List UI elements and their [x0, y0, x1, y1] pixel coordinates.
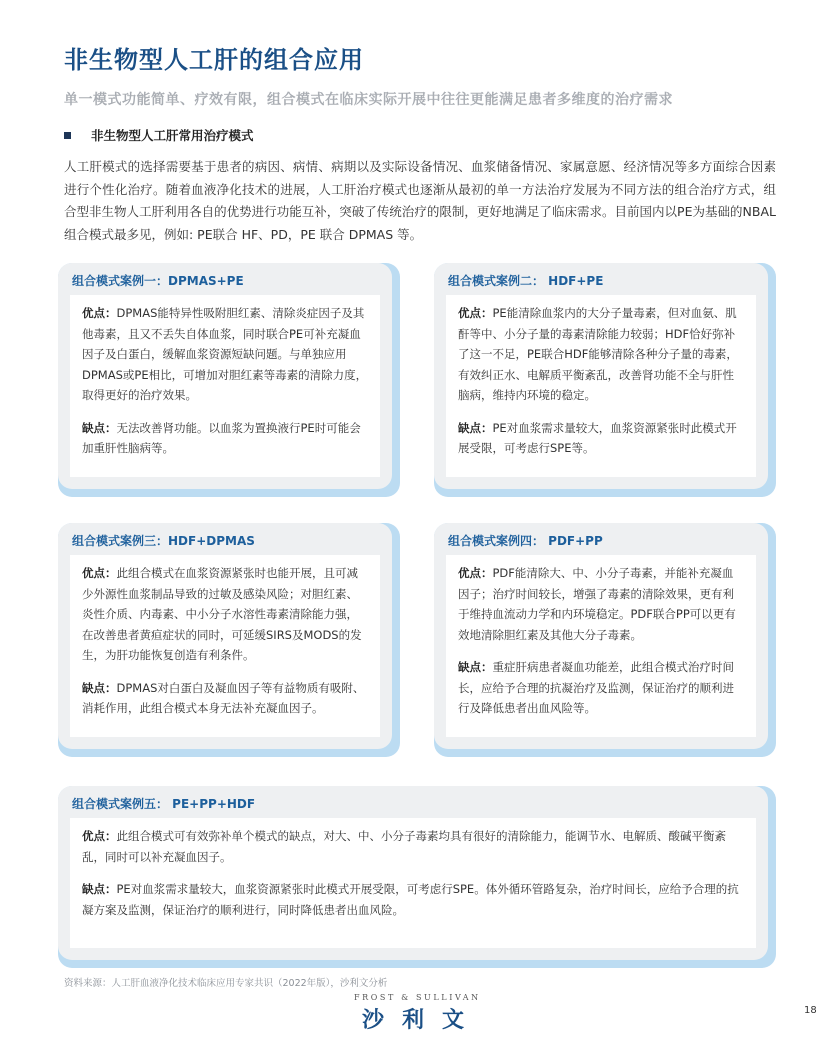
case-con: [458, 657, 744, 719]
pro-text: PE能清除血浆内的大分子量毒素，但对血氨、肌酐等中、小分子量的毒素清除能力较弱；HDF恰好弥补了这一不足，PE联合HDF能够清除各种分子量的毒素，有效纠正水、电解质平衡紊乱，改善肾功能不全与肝性脑病，维持内环境的稳定。: [458, 306, 738, 402]
case-pro: [82, 303, 368, 406]
case-con: [82, 879, 744, 920]
pro-text: DPMAS能特异性吸附胆红素、清除炎症因子及其他毒素，且又不丢失自体血浆，同时联合PE可补充凝血因子及白蛋白，缓解血浆资源短缺问题。与单独应用DPMAS或PE相比，可增加对胆红素等毒素的清除力度，取得更好的治疗效果。: [82, 306, 368, 402]
con-text: PE对血浆需求量较大，血浆资源紧张时此模式开展受限，可考虑行SPE等。: [458, 420, 737, 455]
case-card-title: 组合模式案例四： PDF+PP: [448, 534, 603, 548]
page-number: 18: [804, 1005, 817, 1016]
case-card-title: 组合模式案例二： HDF+PE: [448, 274, 604, 288]
case-con: [82, 418, 368, 459]
con-text: DPMAS对白蛋白及凝血因子等有益物质有吸附、消耗作用，此组合模式本身无法补充凝血因子。: [82, 680, 365, 715]
section-heading: [64, 126, 254, 144]
case-pro: [82, 826, 744, 867]
pro-label: 优点：: [458, 566, 493, 580]
source-note: 资料来源：人工肝血液净化技术临床应用专家共识（2022年版），沙利文分析: [64, 978, 388, 989]
con-label: 缺点：: [82, 420, 117, 435]
pro-label: 优点：: [82, 829, 117, 843]
case-pro: [82, 563, 368, 666]
pro-text: 此组合模式在血浆资源紧张时也能开展，且可减少外源性血浆制品导致的过敏及感染风险；对胆红素、炎性介质、内毒素、中小分子水溶性毒素清除能力强，在改善患者黄疸症状的同时，可延缓SIRS及MODS的发生，为肝功能恢复创造有利条件。: [82, 566, 362, 662]
con-text: 无法改善肾功能。以血浆为置换液行PE时可能会加重肝性脑病等。: [82, 420, 361, 455]
case-con: [82, 678, 368, 719]
con-text: PE对血浆需求量较大，血浆资源紧张时此模式开展受限，可考虑行SPE。体外循环管路复杂，治疗时间长，应给予合理的抗凝方案及监测，保证治疗的顺利进行，同时降低患者出血风险。: [82, 882, 739, 917]
pro-label: 优点：: [82, 306, 117, 320]
con-label: 缺点：: [82, 680, 117, 695]
pro-text: 此组合模式可有效弥补单个模式的缺点，对大、中、小分子毒素均具有很好的清除能力，能调节水、电解质、酸碱平衡紊乱，同时可以补充凝血因子。: [82, 829, 726, 864]
case-pro: [458, 303, 744, 406]
pro-label: 优点：: [82, 566, 117, 580]
case-card-title: 组合模式案例一：DPMAS+PE: [72, 274, 244, 288]
case-card-1: [58, 263, 400, 497]
page-subtitle: 单一模式功能简单、疗效有限，组合模式在临床实际开展中往往更能满足患者多维度的治疗需求: [64, 92, 673, 108]
logo-shaliwen: 沙利文: [362, 1008, 483, 1033]
case-pro: [458, 563, 744, 645]
con-label: 缺点：: [82, 882, 117, 896]
case-card-2: [434, 263, 776, 497]
con-label: 缺点：: [458, 420, 493, 435]
case-card-5: [58, 786, 776, 968]
case-con: [458, 418, 744, 459]
section-heading-label: 非生物型人工肝常用治疗模式: [91, 128, 254, 143]
case-card-title: 组合模式案例五： PE+PP+HDF: [72, 797, 256, 811]
con-text: 重症肝病患者凝血功能差，此组合模式治疗时间长，应给予合理的抗凝治疗及监测，保证治疗的顺利进行及降低患者出血风险等。: [458, 660, 734, 715]
pro-text: PDF能清除大、中、小分子毒素，并能补充凝血因子；治疗时间较长，增强了毒素的清除效果，更有利于维持血流动力学和内环境稳定。PDF联合PP可以更有效地清除胆红素及其他大分子毒素。: [458, 566, 736, 642]
con-label: 缺点：: [458, 660, 493, 674]
logo-frost-sullivan: FROST & SULLIVAN: [354, 993, 481, 1002]
case-card-4: [434, 523, 776, 757]
page-title: 非生物型人工肝的组合应用: [64, 46, 364, 74]
case-card-title: 组合模式案例三：HDF+DPMAS: [72, 534, 255, 548]
case-card-3: [58, 523, 400, 757]
square-bullet-icon: [64, 132, 71, 139]
intro-paragraph: 人工肝模式的选择需要基于患者的病因、病情、病期以及实际设备情况、血浆储备情况、家属意愿、经济情况等多方面综合因素进行个性化治疗。随着血液净化技术的进展，人工肝治疗模式也逐渐从最初的单一方法治疗发展为不同方法的组合治疗方式，组合型非生物人工肝利用各自的优势进行功能互补，突破了传统治疗的限制，更好地满足了临床需求。目前国内以PE为基础的NBAL 组合模式最多见，例如: PE联合 HF、PD，PE 联合 DPMAS 等。: [64, 159, 776, 242]
pro-label: 优点：: [458, 306, 493, 320]
